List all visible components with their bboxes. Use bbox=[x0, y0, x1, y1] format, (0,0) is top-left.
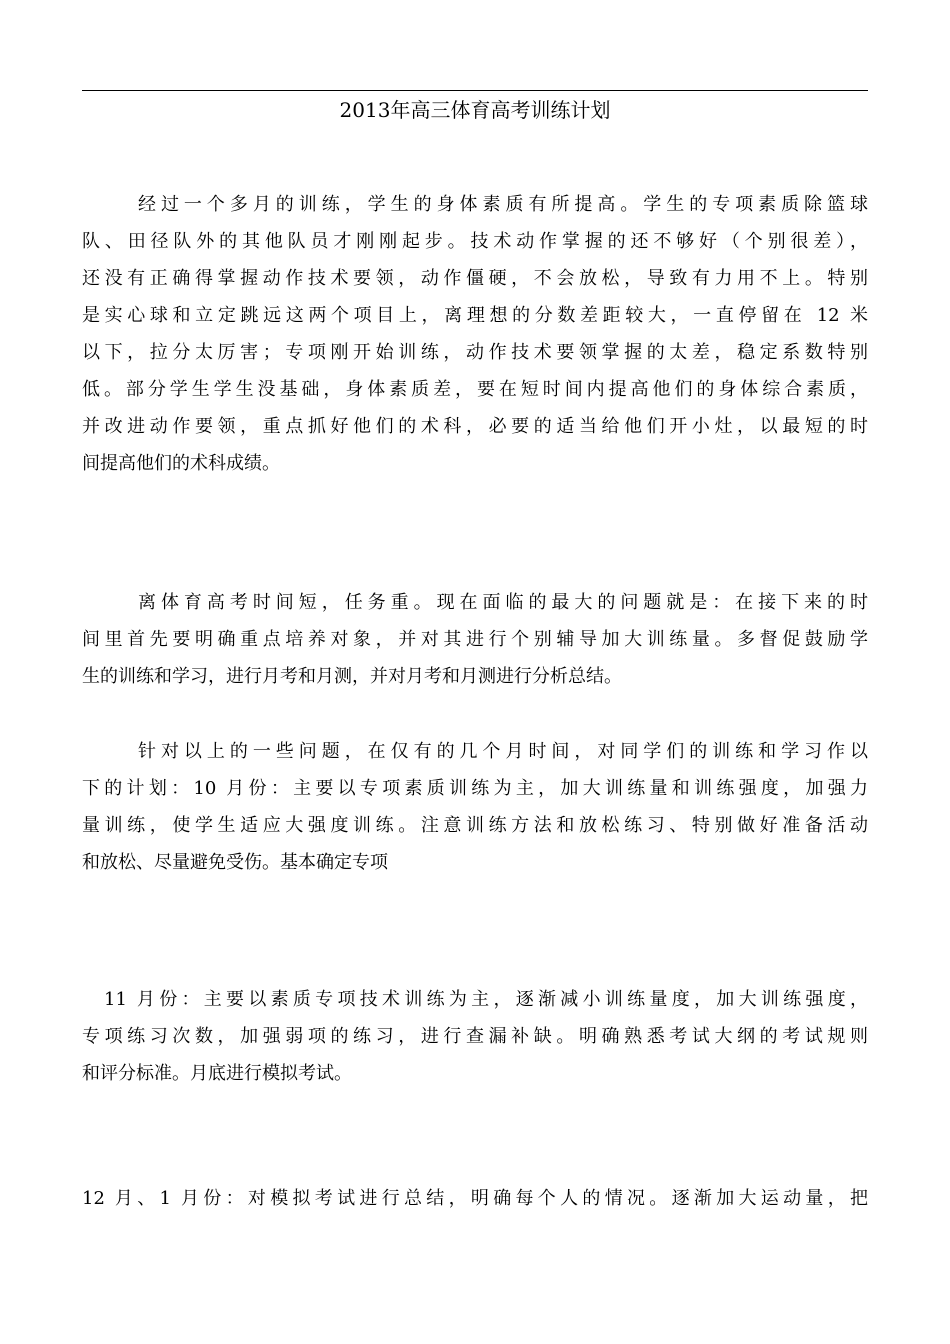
paragraph-line: 间提高他们的术科成绩。 bbox=[82, 453, 280, 474]
paragraph-line: 量训练，使学生适应大强度训练。注意训练方法和放松练习、特别做好准备活动 bbox=[82, 815, 868, 836]
paragraph-plan-october bbox=[82, 733, 868, 881]
paragraph-line: 和评分标准。月底进行模拟考试。 bbox=[82, 1063, 352, 1084]
paragraph-line: 是实心球和立定跳远这两个项目上，离理想的分数差距较大，一直停留在 12 米 bbox=[82, 305, 868, 326]
paragraph-training-status bbox=[82, 186, 868, 482]
header-rule bbox=[82, 90, 868, 91]
paragraph-plan-december-january bbox=[82, 1180, 868, 1217]
paragraph-line: 间里首先要明确重点培养对象，并对其进行个别辅导加大训练量。多督促鼓励学 bbox=[82, 629, 868, 650]
paragraph-line: 专项练习次数，加强弱项的练习，进行查漏补缺。明确熟悉考试大纲的考试规则 bbox=[82, 1026, 868, 1047]
paragraph-line: 低。部分学生学生没基础，身体素质差，要在短时间内提高他们的身体综合素质， bbox=[82, 379, 868, 400]
paragraph-line: 还没有正确得掌握动作技术要领，动作僵硬，不会放松，导致有力用不上。特别 bbox=[82, 268, 868, 289]
paragraph-line: 经过一个多月的训练，学生的身体素质有所提高。学生的专项素质除篮球 bbox=[138, 194, 868, 215]
paragraph-plan-november bbox=[82, 981, 868, 1092]
document-title: 2013年高三体育高考训练计划 bbox=[339, 98, 611, 122]
paragraph-line: 队、田径队外的其他队员才刚刚起步。技术动作掌握的还不够好（个别很差）， bbox=[82, 231, 868, 252]
paragraph-line: 针对以上的一些问题，在仅有的几个月时间，对同学们的训练和学习作以 bbox=[138, 741, 868, 762]
paragraph-line: 12 月、1 月份：对模拟考试进行总结，明确每个人的情况。逐渐加大运动量，把 bbox=[82, 1188, 868, 1209]
paragraph-line: 和放松、尽量避免受伤。基本确定专项 bbox=[82, 852, 388, 873]
paragraph-line: 离体育高考时间短，任务重。现在面临的最大的问题就是：在接下来的时 bbox=[138, 592, 868, 613]
paragraph-line: 并改进动作要领，重点抓好他们的术科，必要的适当给他们开小灶，以最短的时 bbox=[82, 416, 868, 437]
paragraph-line: 下的计划：10 月份：主要以专项素质训练为主，加大训练量和训练强度，加强力 bbox=[82, 778, 868, 799]
paragraph-line: 以下，拉分太厉害；专项刚开始训练，动作技术要领掌握的太差，稳定系数特别 bbox=[82, 342, 868, 363]
paragraph-line: 生的训练和学习，进行月考和月测，并对月考和月测进行分析总结。 bbox=[82, 666, 622, 687]
paragraph-line: 11 月份：主要以素质专项技术训练为主，逐渐减小训练量度，加大训练强度， bbox=[104, 989, 868, 1010]
paragraph-main-problem bbox=[82, 584, 868, 695]
